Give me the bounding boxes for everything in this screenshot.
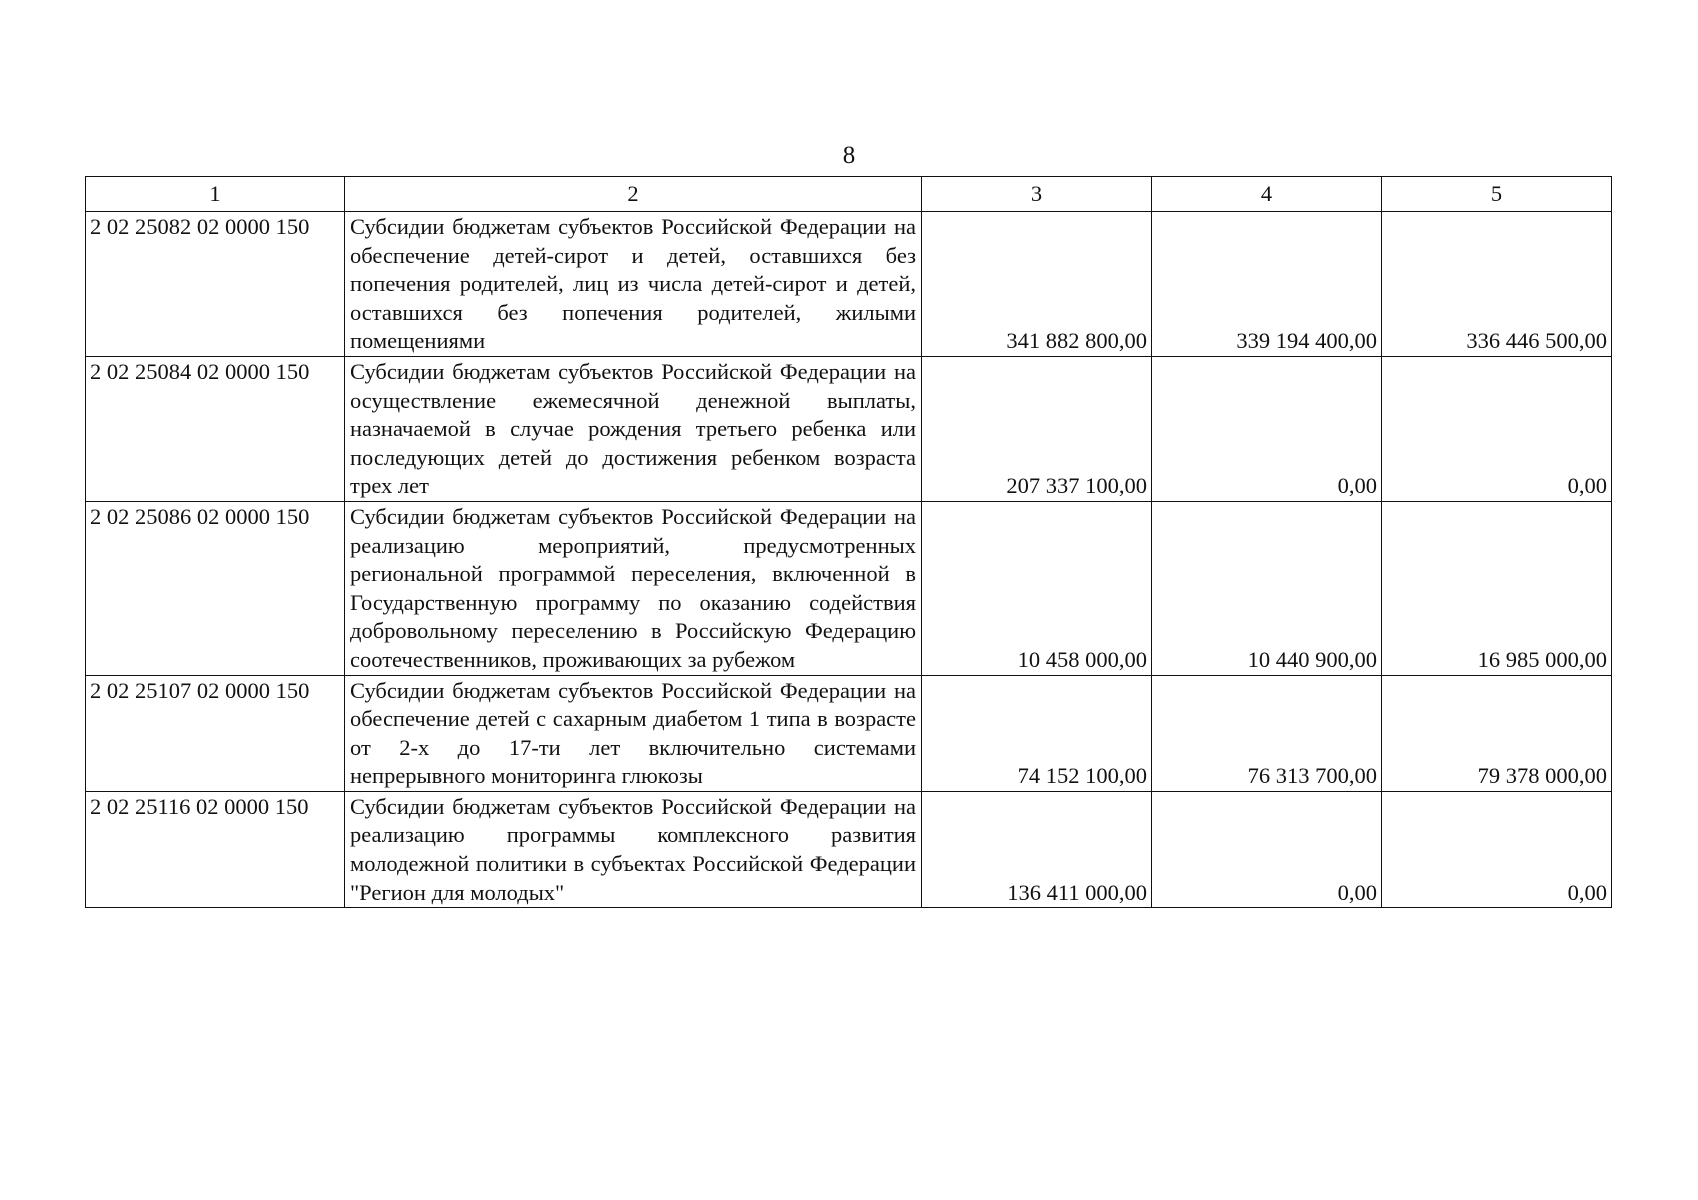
budget-code-cell: 2 02 25082 02 0000 150	[86, 212, 345, 357]
header-cell-5: 5	[1382, 177, 1612, 212]
description-cell: Субсидии бюджетам субъектов Российской Федерации на реализацию мероприятий, предусмотренных региональной программой переселения, включенной в Государственную программу по оказанию содействия добровольному переселению в Российскую Федерацию соотечественников, проживающих за рубежом	[345, 501, 922, 675]
amount-col5-cell: 16 985 000,00	[1382, 501, 1612, 675]
budget-code-cell: 2 02 25116 02 0000 150	[86, 791, 345, 907]
amount-col4-cell: 76 313 700,00	[1152, 675, 1382, 791]
budget-code-cell: 2 02 25107 02 0000 150	[86, 675, 345, 791]
description-cell: Субсидии бюджетам субъектов Российской Федерации на обеспечение детей с сахарным диабетом 1 типа в возрасте от 2-х до 17-ти лет включительно системами непрерывного мониторинга глюкозы	[345, 675, 922, 791]
header-cell-2: 2	[345, 177, 922, 212]
amount-col5-cell: 79 378 000,00	[1382, 675, 1612, 791]
table-row	[86, 675, 1612, 791]
budget-table	[85, 176, 1612, 908]
amount-col4-cell: 0,00	[1152, 791, 1382, 907]
table-row	[86, 501, 1612, 675]
amount-col3-cell: 341 882 800,00	[922, 212, 1152, 357]
amount-col3-cell: 74 152 100,00	[922, 675, 1152, 791]
table-body	[86, 212, 1612, 908]
header-row	[86, 177, 1612, 212]
budget-code-cell: 2 02 25084 02 0000 150	[86, 356, 345, 501]
amount-col4-cell: 339 194 400,00	[1152, 212, 1382, 357]
table-row	[86, 212, 1612, 357]
description-cell: Субсидии бюджетам субъектов Российской Федерации на осуществление ежемесячной денежной выплаты, назначаемой в случае рождения третьего ребенка или последующих детей до достижения ребенком возраста трех лет	[345, 356, 922, 501]
header-cell-4: 4	[1152, 177, 1382, 212]
page-number: 8	[842, 142, 856, 169]
header-cell-1: 1	[86, 177, 345, 212]
description-cell: Субсидии бюджетам субъектов Российской Федерации на реализацию программы комплексного развития молодежной политики в субъектах Российской Федерации "Регион для молодых"	[345, 791, 922, 907]
table-header	[86, 177, 1612, 212]
amount-col5-cell: 0,00	[1382, 356, 1612, 501]
amount-col4-cell: 10 440 900,00	[1152, 501, 1382, 675]
amount-col3-cell: 207 337 100,00	[922, 356, 1152, 501]
budget-code-cell: 2 02 25086 02 0000 150	[86, 501, 345, 675]
header-cell-3: 3	[922, 177, 1152, 212]
table-row	[86, 356, 1612, 501]
amount-col3-cell: 10 458 000,00	[922, 501, 1152, 675]
description-cell: Субсидии бюджетам субъектов Российской Федерации на обеспечение детей-сирот и детей, оставшихся без попечения родителей, лиц из числа детей-сирот и детей, оставшихся без попечения родителей, жилыми помещениями	[345, 212, 922, 357]
amount-col3-cell: 136 411 000,00	[922, 791, 1152, 907]
amount-col5-cell: 0,00	[1382, 791, 1612, 907]
amount-col4-cell: 0,00	[1152, 356, 1382, 501]
table-row	[86, 791, 1612, 907]
amount-col5-cell: 336 446 500,00	[1382, 212, 1612, 357]
